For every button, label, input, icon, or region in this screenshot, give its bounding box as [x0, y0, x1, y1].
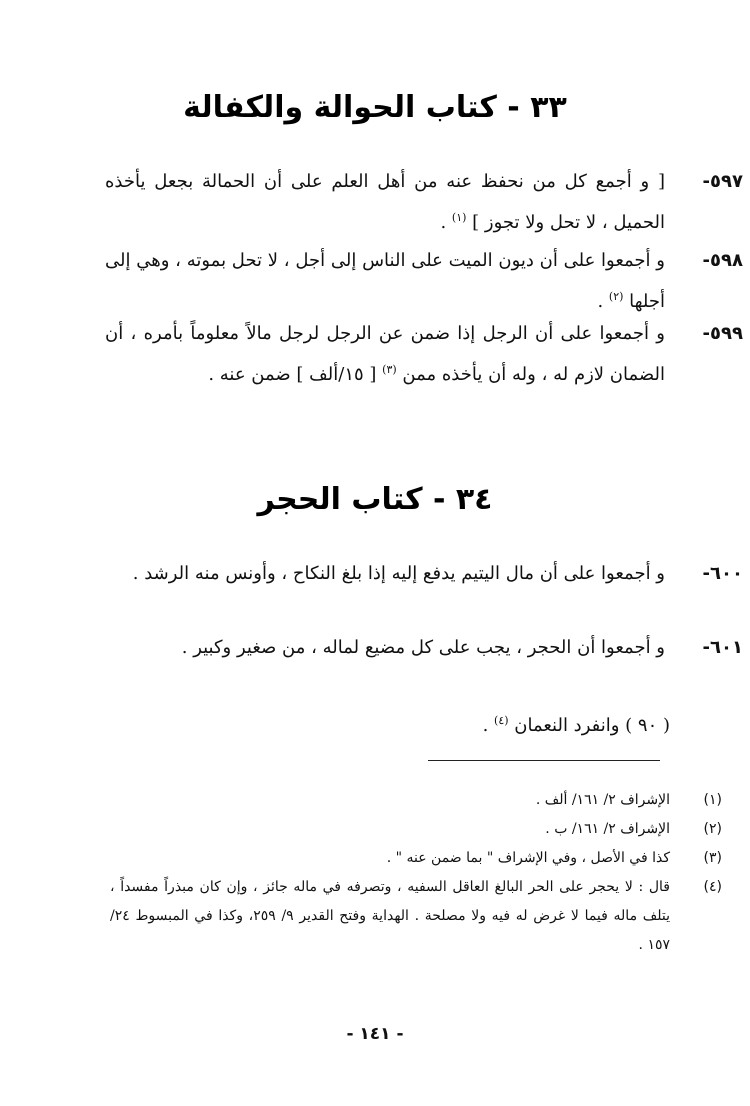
entry-text-cont: [ ١٥/ألف ] ضمن عنه .: [208, 364, 383, 385]
entry-600: [105, 556, 743, 592]
entry-number: ٥٩٧-: [702, 171, 743, 192]
entry-text: و أجمعوا أن الحجر ، يجب على كل مضيع لماله ، من صغير وكبير .: [181, 637, 665, 658]
footnote-number: (٣): [703, 850, 722, 866]
footnote-1: [110, 786, 722, 815]
entry-601: [105, 630, 743, 666]
entry-number: ٥٩٨-: [702, 250, 743, 271]
entry-text: ( ٩٠ ) وانفرد النعمان: [508, 715, 670, 736]
footnote-number: (٢): [703, 821, 722, 837]
entry-90: [483, 703, 670, 744]
entry-text: و أجمعوا على أن مال اليتيم يدفع إليه إذا بلغ النكاح ، وأونس منه الرشد .: [132, 563, 665, 584]
footnote-3: [110, 844, 722, 873]
page-number: - ١٤١ -: [346, 1024, 404, 1044]
entry-end: .: [482, 715, 495, 736]
chapter-title-34: ٣٤ - كتاب الحجر: [257, 482, 493, 517]
footnote-number: (٤): [703, 879, 722, 895]
footnote-text: كذا في الأصل ، وفي الإشراف " بما ضمن عنه " .: [386, 850, 670, 866]
entry-number: ٦٠٠-: [702, 563, 743, 584]
entry-text: [ و أجمع كل من نحفظ عنه من أهل العلم على أن الحمالة بجعل يأخذه الحميل ، لا تحل ولا تجوز ]: [105, 171, 665, 233]
entry-text: و أجمعوا على أن الرجل إذا ضمن عن الرجل لرجل مالاً معلوماً بأمره ، أن الضمان لازم له ، وله أن يأخذه ممن: [105, 323, 665, 385]
footnote-ref[interactable]: (٤): [494, 714, 509, 727]
footnote-text: الإشراف ٢/ ١٦١/ ألف .: [535, 792, 670, 808]
footnote-text: قال : لا يحجر على الحر البالغ العاقل السفيه ، وتصرفه في ماله جائز ، وإن كان مبذراً مفسداً ، يتلف ماله فيما لا غرض له فيه ولا مصلحة . الهداية وفتح القدير ٩/ ٢٥٩، وكذا في المبسوط ٢٤/ ١٥٧ .: [110, 879, 670, 953]
footnote-ref[interactable]: (١): [451, 211, 467, 224]
entry-597: [105, 164, 743, 241]
entry-599: [105, 316, 743, 393]
footnote-text: الإشراف ٢/ ١٦١/ ب .: [545, 821, 670, 837]
entry-end: .: [440, 212, 452, 233]
footnote-4: [110, 873, 722, 960]
entry-number: ٥٩٩-: [702, 323, 743, 344]
entry-end: .: [597, 291, 609, 312]
footnote-2: [110, 815, 722, 844]
footnote-ref[interactable]: (٣): [382, 363, 397, 376]
footnote-number: (١): [703, 792, 722, 808]
footnote-divider: [428, 760, 660, 761]
entry-number: ٦٠١-: [702, 637, 743, 658]
footnote-ref[interactable]: (٢): [608, 290, 624, 303]
entry-598: [105, 243, 743, 320]
entry-text: و أجمعوا على أن ديون الميت على الناس إلى أجل ، لا تحل بموته ، وهي إلى أجلها: [105, 250, 665, 312]
chapter-title-33: ٣٣ - كتاب الحوالة والكفالة: [183, 90, 567, 125]
